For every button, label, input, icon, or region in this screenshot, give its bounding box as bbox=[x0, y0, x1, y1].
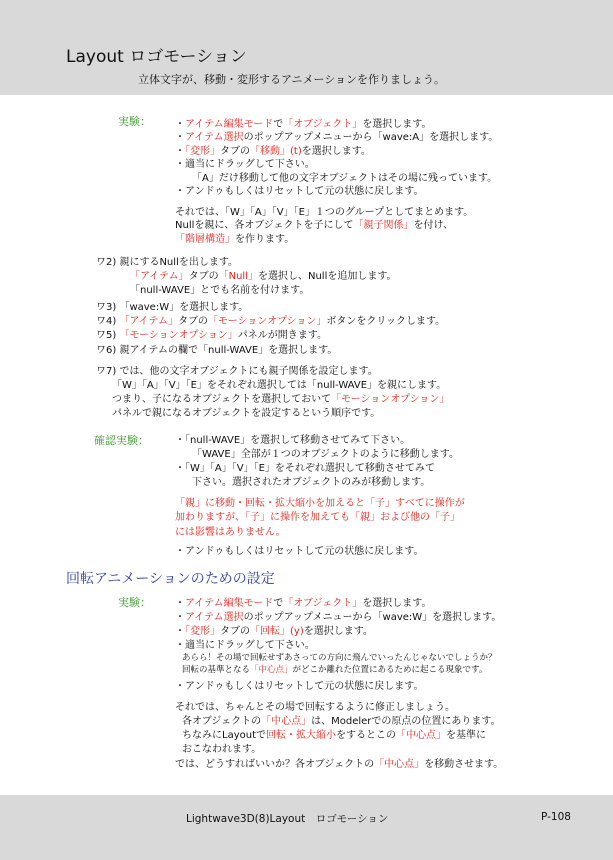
text-line bbox=[175, 511, 460, 524]
text-run: ・ bbox=[175, 612, 185, 623]
text-run: ・適当にドラッグして下さい。 bbox=[175, 159, 315, 170]
text-run: ワ7) では、他の文字オブジェクトにも親子関係を設定します。 bbox=[96, 366, 378, 377]
text-run: を基準に bbox=[446, 730, 486, 741]
text-line bbox=[175, 597, 432, 610]
experiment-label: 実験： bbox=[118, 115, 151, 128]
highlight-text: 加わりますが、「子」に操作を加えても「親」および他の「子」 bbox=[175, 512, 460, 523]
text-line bbox=[175, 158, 315, 171]
text-run: ・アンドゥもしくはリセットして元の状態に戻します。 bbox=[175, 681, 424, 692]
highlight-text: アイテム選択 bbox=[185, 612, 244, 623]
text-line bbox=[175, 233, 294, 246]
text-line bbox=[182, 715, 501, 728]
text-line bbox=[96, 256, 238, 269]
text-run: をするとこの bbox=[336, 730, 396, 741]
text-line bbox=[96, 301, 248, 314]
highlight-text: 「親」に移動・回転・拡大縮小を加えると「子」すべてに操作が bbox=[175, 498, 465, 509]
text-run: では、どうすればいいか？各オブジェクトの bbox=[175, 759, 375, 770]
text-run: パネルが開きます。 bbox=[237, 330, 327, 341]
footer-band bbox=[0, 795, 613, 860]
highlight-text: には影響はありません。 bbox=[175, 527, 286, 538]
text-run: ・アンドゥもしくはリセットして元の状態に戻します。 bbox=[175, 546, 424, 557]
text-line bbox=[175, 758, 503, 771]
text-line bbox=[130, 284, 309, 297]
highlight-text: アイテム編集モード bbox=[185, 119, 274, 130]
text-run: ちなみにLayoutで bbox=[182, 730, 266, 741]
highlight-text: 「中心点」 bbox=[250, 665, 293, 675]
text-run: あらら！その場で回転せずあさっての方向に飛んでいったんじゃないでしょうか？ bbox=[182, 653, 497, 663]
text-run: おこなわれます。 bbox=[182, 744, 262, 755]
text-run: 「A」だけ移動して他の文字オブジェクトはその場に残っています。 bbox=[192, 173, 498, 184]
text-line bbox=[96, 315, 445, 328]
text-run: は、Modelerでの原点の位置にあります。 bbox=[311, 716, 501, 727]
highlight-text: 「オブジェクト」 bbox=[283, 598, 363, 609]
text-line bbox=[192, 476, 430, 489]
highlight-text: 「アイテム」 bbox=[119, 316, 179, 327]
text-line bbox=[112, 407, 380, 420]
text-line bbox=[192, 448, 459, 461]
text-run: を選択し、Nullを追加します。 bbox=[257, 271, 397, 282]
text-line bbox=[175, 701, 455, 714]
text-line bbox=[192, 172, 497, 185]
highlight-text: 「階層構造」 bbox=[175, 234, 235, 245]
text-run: のポップアップメニューから「wave:A」を選択します。 bbox=[243, 132, 499, 143]
text-line bbox=[175, 462, 435, 475]
text-run: それでは、ちゃんとその場で回転するように修正しましょう。 bbox=[175, 702, 455, 713]
text-line bbox=[175, 497, 465, 510]
text-run: Nullを親に、各オブジェクトを子にして bbox=[175, 220, 354, 231]
highlight-text: アイテム選択 bbox=[185, 132, 244, 143]
page-title: Layout ロゴモーション bbox=[66, 47, 247, 67]
text-line bbox=[175, 118, 432, 131]
highlight-text: 「移動」(t) bbox=[250, 146, 302, 157]
text-run: つまり、子になるオブジェクトを選択しておいて bbox=[112, 394, 332, 405]
text-run: ・ bbox=[175, 132, 185, 143]
text-run: を選択します。 bbox=[362, 119, 432, 130]
text-run: ・ bbox=[175, 119, 185, 130]
text-run: ・「null-WAVE」を選択して移動させてみて下さい。 bbox=[175, 435, 411, 446]
text-run: ワ2) 親にするNullを出します。 bbox=[96, 257, 239, 268]
highlight-text: 「モーションオプション」 bbox=[331, 394, 450, 405]
text-run: 下さい。選択されたオブジェクトのみが移動します。 bbox=[192, 477, 431, 488]
text-line bbox=[96, 344, 337, 357]
page-subtitle: 立体文字が、移動・変形するアニメーションを作りましょう。 bbox=[138, 73, 446, 86]
text-line bbox=[175, 185, 423, 198]
text-run: を選択します。 bbox=[301, 146, 371, 157]
text-line bbox=[175, 206, 473, 219]
text-line bbox=[175, 434, 410, 447]
text-run: がどこか離れた位置にあるために起こる現象です。 bbox=[292, 665, 488, 675]
text-run: で bbox=[273, 598, 284, 609]
text-run: のポップアップメニューから「wave:W」を選択します。 bbox=[243, 612, 502, 623]
highlight-text: 「変形」 bbox=[185, 626, 220, 637]
highlight-text: 「中心点」 bbox=[396, 730, 446, 741]
text-run: 「null-WAVE」とでも名前を付けます。 bbox=[130, 285, 310, 296]
text-line bbox=[175, 680, 423, 693]
text-run: ・アンドゥもしくはリセットして元の状態に戻します。 bbox=[175, 186, 424, 197]
highlight-text: 「モーションオプション」 bbox=[119, 330, 238, 341]
text-run: タブの bbox=[178, 316, 209, 327]
highlight-text: アイテム編集モード bbox=[185, 598, 274, 609]
text-line bbox=[175, 611, 501, 624]
text-line bbox=[182, 664, 487, 677]
text-run: 「W」「A」「V」「E」をそれぞれ選択しては「null-WAVE」を親にします。 bbox=[112, 380, 447, 391]
text-line bbox=[112, 379, 446, 392]
text-run: ワ5) bbox=[96, 330, 120, 341]
text-line bbox=[175, 145, 371, 158]
text-line bbox=[96, 329, 327, 342]
confirm-label: 確認実験： bbox=[94, 434, 149, 447]
text-run: ワ4) bbox=[96, 316, 120, 327]
text-line bbox=[175, 639, 315, 652]
highlight-text: 回転・拡大縮小 bbox=[266, 730, 336, 741]
text-run: ボタンをクリックします。 bbox=[326, 316, 446, 327]
highlight-text: 「親子関係」 bbox=[353, 220, 414, 231]
text-line bbox=[175, 219, 453, 232]
text-line bbox=[130, 270, 397, 283]
text-run: で bbox=[273, 119, 284, 130]
highlight-text: 「中心点」 bbox=[261, 716, 312, 727]
text-run: を作ります。 bbox=[235, 234, 295, 245]
text-line bbox=[96, 365, 378, 378]
text-run: を移動させます。 bbox=[424, 759, 504, 770]
text-run: ・ bbox=[175, 598, 185, 609]
text-run: を選択します。 bbox=[303, 626, 373, 637]
text-line bbox=[182, 729, 486, 742]
highlight-text: 「Null」 bbox=[218, 271, 258, 282]
text-run: ・ bbox=[175, 626, 185, 637]
highlight-text: 「アイテム」 bbox=[130, 271, 189, 282]
text-run: 回転の基準となる bbox=[182, 665, 251, 675]
text-run: タブの bbox=[220, 146, 250, 157]
text-run: 「WAVE」全部が１つのオブジェクトのように移動します。 bbox=[192, 449, 460, 460]
text-run: ・ bbox=[175, 146, 185, 157]
text-run: タブの bbox=[188, 271, 219, 282]
text-line bbox=[175, 131, 498, 144]
text-run: ワ6) 親アイテムの欄で「null-WAVE」を選択します。 bbox=[96, 345, 338, 356]
text-run: 各オブジェクトの bbox=[182, 716, 262, 727]
highlight-text: 「オブジェクト」 bbox=[283, 119, 363, 130]
highlight-text: 「回転」(y) bbox=[250, 626, 304, 637]
section-heading: 回転アニメーションのための設定 bbox=[66, 571, 275, 587]
text-run: ・「W」「A」「V」「E」をそれぞれ選択して移動させてみて bbox=[175, 463, 435, 474]
text-run: パネルで親になるオブジェクトを設定するという順序です。 bbox=[112, 408, 381, 419]
text-line bbox=[175, 526, 286, 539]
highlight-text: 「モーションオプション」 bbox=[208, 316, 327, 327]
text-line bbox=[175, 625, 373, 638]
text-line bbox=[182, 743, 261, 756]
highlight-text: 「中心点」 bbox=[374, 759, 425, 770]
text-line bbox=[112, 393, 449, 406]
footer-title: Lightwave3D(8)Layout ロゴモーション bbox=[186, 813, 389, 825]
text-run: を付け、 bbox=[413, 220, 454, 231]
text-line bbox=[175, 545, 423, 558]
highlight-text: 「変形」 bbox=[185, 146, 220, 157]
text-run: タブの bbox=[220, 626, 250, 637]
text-run: を選択します。 bbox=[362, 598, 432, 609]
text-run: それでは、「W」「A」「V」「E」１つのグループとしてまとめます。 bbox=[175, 207, 474, 218]
text-run: ・適当にドラッグして下さい。 bbox=[175, 640, 315, 651]
page-number: P-108 bbox=[541, 811, 571, 823]
text-run: ワ3) 「wave:W」を選択します。 bbox=[96, 302, 249, 313]
experiment-label-2: 実験： bbox=[118, 596, 151, 609]
